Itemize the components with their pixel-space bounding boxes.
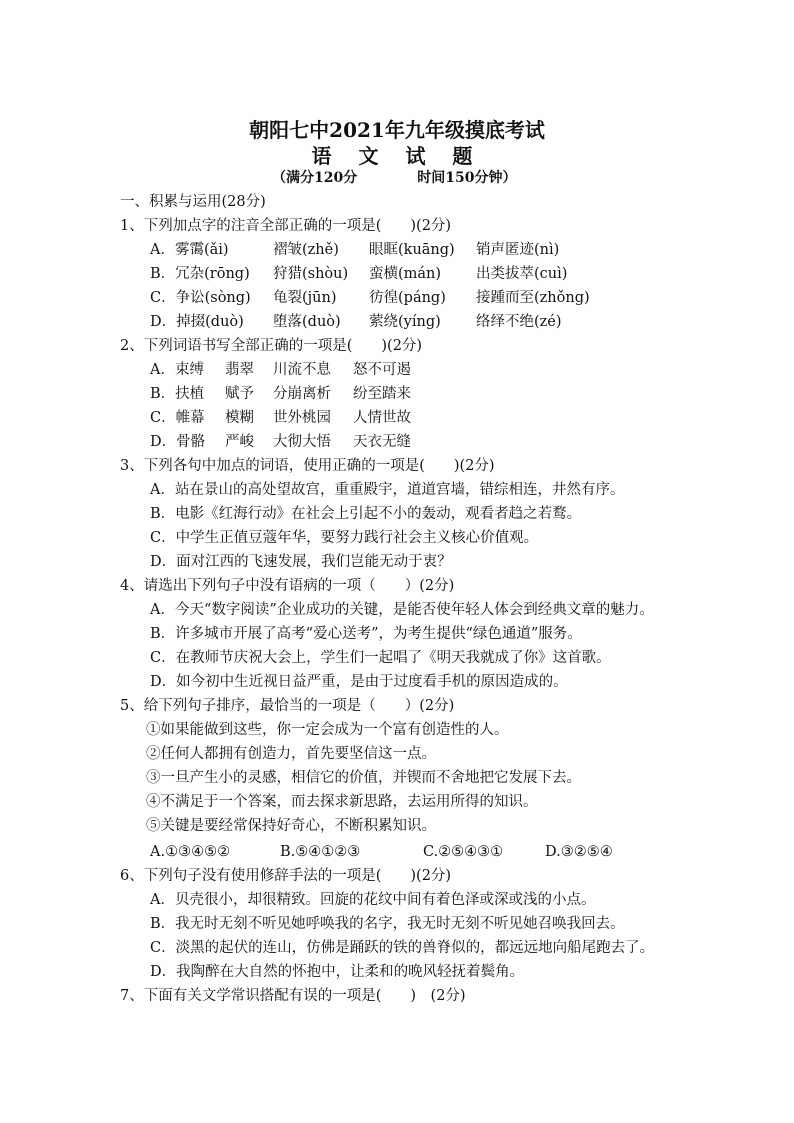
q4-option-d: D．如今初中生近视日益严重，是由于过度看手机的原因造成的。 — [150, 674, 568, 690]
q6-option-b: B．我无时无刻不听见她呼唤我的名字，我无时无刻不听见她召唤我回去。 — [150, 916, 625, 932]
q2-option-c — [150, 409, 411, 427]
q1-d-4: 络绎不绝(zé) — [476, 314, 562, 330]
question-7-stem: 7、下面有关文学常识搭配有误的一项是( ) (2分) — [120, 988, 466, 1004]
q5-sentence-2: ②任何人都拥有创造力，首先要坚信这一点。 — [146, 746, 436, 762]
q1-b-1: B．冗杂(rōng) — [150, 266, 250, 282]
q6-option-a: A．贝壳很小，却很精致。回旋的花纹中间有着色泽或深或浅的小点。 — [150, 892, 596, 908]
q2-d-4: 天衣无缝 — [353, 434, 411, 450]
q1-a-2: 褶皱(zhě) — [273, 242, 339, 258]
q1-a-1: A．雾霭(ǎi) — [150, 242, 229, 258]
q6-option-c: C．淡黑的起伏的连山，仿佛是踊跃的铁的兽脊似的，都远远地向船尾跑去了。 — [150, 940, 655, 956]
q1-b-4: 出类拔萃(cuì) — [476, 266, 568, 282]
question-2-stem: 2、下列词语书写全部正确的一项是( )(2分) — [120, 338, 423, 354]
q4-option-a: A．今天“数字阅读”企业成功的关键，是能否使年轻人体会到经典文章的魅力。 — [150, 602, 654, 618]
q2-b-4: 纷至踏来 — [353, 386, 411, 402]
exam-title: 朝阳七中2021年九年级摸底考试 — [249, 118, 545, 142]
q5-choice-d: D.③②⑤④ — [545, 844, 613, 860]
q2-b-1: B．扶植 — [150, 386, 205, 402]
q5-choice-b: B.⑤④①②③ — [280, 844, 361, 860]
q2-c-3: 世外桃园 — [273, 410, 331, 426]
q1-option-a — [150, 241, 559, 259]
q3-option-a: A．站在景山的高处望故宫，重重殿宇，道道宫墙，错综相连，井然有序。 — [150, 482, 625, 498]
q1-c-3: 彷徨(páng) — [369, 290, 446, 306]
question-3-stem: 3、下列各句中加点的词语，使用正确的一项是( )(2分) — [120, 458, 495, 474]
q4-option-c: C．在教师节庆祝大会上，学生们一起唱了《明天我就成了你》这首歌。 — [150, 650, 611, 666]
q2-c-2: 模糊 — [225, 410, 254, 426]
q1-c-1: C．争讼(sòng) — [150, 290, 251, 306]
q1-b-2: 狩猎(shòu) — [273, 266, 349, 282]
q2-b-3: 分崩离析 — [273, 386, 331, 402]
exam-info — [272, 167, 516, 187]
q1-option-d — [150, 313, 562, 331]
q3-option-b: B．电影《红海行动》在社会上引起不小的轰动，观看者趋之若鹜。 — [150, 506, 582, 522]
q1-option-b — [150, 265, 567, 283]
q5-choices — [150, 843, 613, 861]
q2-a-2: 翡翠 — [225, 362, 254, 378]
q5-sentence-1: ①如果能做到这些，你一定会成为一个富有创造性的人。 — [146, 722, 509, 738]
score-info: （满分120分 — [272, 170, 358, 186]
exam-subtitle: 语 文 试 题 — [311, 144, 483, 168]
q5-choice-a: A.①③④⑤② — [150, 844, 231, 860]
q5-choice-c: C.②⑤④③① — [423, 844, 504, 860]
q1-d-2: 堕落(duò) — [273, 314, 341, 330]
q1-c-4: 接踵而至(zhǒng) — [476, 290, 590, 306]
q5-sentence-4: ④不满足于一个答案，而去探求新思路，去运用所得的知识。 — [146, 794, 538, 810]
q1-b-3: 蛮横(mán) — [369, 266, 442, 282]
q2-a-4: 怒不可遏 — [353, 362, 411, 378]
question-5-stem: 5、给下列句子排序，最恰当的一项是（ ）(2分) — [120, 698, 455, 714]
q2-option-d — [150, 433, 411, 451]
time-info: 时间150分钟） — [417, 170, 517, 186]
section-heading: 一、积累与运用(28分) — [120, 194, 266, 210]
q2-d-1: D．骨骼 — [150, 434, 206, 450]
question-6-stem: 6、下列句子没有使用修辞手法的一项是( )(2分) — [120, 868, 452, 884]
q2-a-3: 川流不息 — [273, 362, 331, 378]
q6-option-d: D．我陶醉在大自然的怀抱中，让柔和的晚风轻抚着鬓角。 — [150, 964, 525, 980]
q2-c-1: C．帷幕 — [150, 410, 205, 426]
q2-d-3: 大彻大悟 — [273, 434, 331, 450]
question-1-stem: 1、下列加点字的注音全部正确的一项是( )(2分) — [120, 218, 452, 234]
q2-d-2: 严峻 — [225, 434, 254, 450]
q2-a-1: A．束缚 — [150, 362, 204, 378]
q2-b-2: 赋予 — [225, 386, 254, 402]
q4-option-b: B．许多城市开展了高考“爱心送考”，为考生提供“绿色通道”服务。 — [150, 626, 582, 642]
q3-option-c: C．中学生正值豆蔻年华，要努力践行社会主义核心价值观。 — [150, 530, 539, 546]
q1-a-4: 销声匿迹(nì) — [476, 242, 560, 258]
q1-a-3: 眼眶(kuāng) — [369, 242, 455, 258]
q1-d-1: D．掉掇(duò) — [150, 314, 244, 330]
q2-c-4: 人情世故 — [353, 410, 411, 426]
question-4-stem: 4、请选出下列句子中没有语病的一项（ ）(2分) — [120, 578, 455, 594]
q1-c-2: 龟裂(jūn) — [273, 290, 337, 306]
q3-option-d: D．面对江西的飞速发展，我们岂能无动于衷？ — [150, 554, 452, 570]
q1-d-3: 萦绕(yíng) — [369, 314, 441, 330]
q5-sentence-5: ⑤关键是要经常保持好奇心，不断积累知识。 — [146, 818, 436, 834]
q5-sentence-3: ③一旦产生小的灵感，相信它的价值，并锲而不舍地把它发展下去。 — [146, 770, 581, 786]
q1-option-c — [150, 289, 590, 307]
q2-option-b — [150, 385, 411, 403]
q2-option-a — [150, 361, 411, 379]
